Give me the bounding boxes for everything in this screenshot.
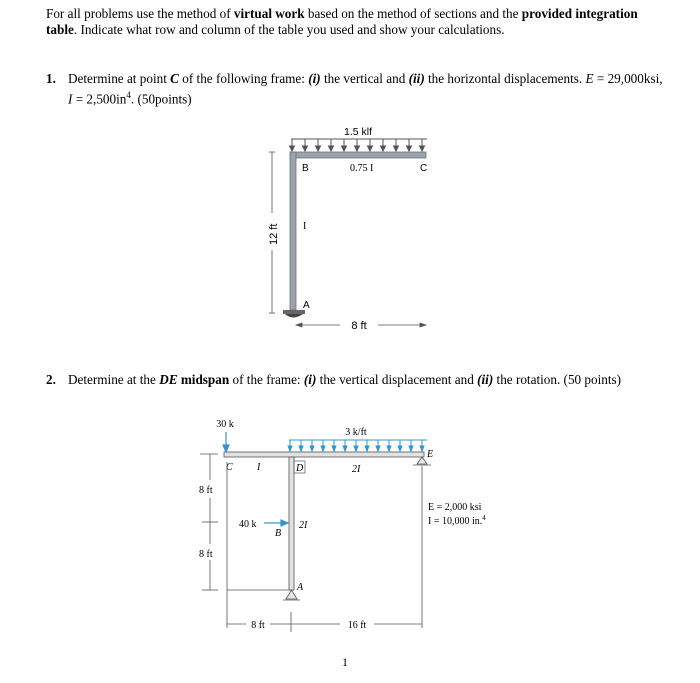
- p1-part-ii: (ii): [408, 71, 425, 86]
- p1-e-value: = 29,000ksi,: [593, 71, 663, 86]
- fig2-dim-w1: 8 ft: [251, 620, 265, 631]
- fig2-left-dimension: [200, 454, 218, 590]
- p2-text-4: the rotation. (50 points): [493, 372, 622, 387]
- intro-bold-table: table: [46, 22, 74, 37]
- fig1-beam-inertia: 0.75 I: [350, 163, 374, 174]
- p1-text-3: the vertical and: [320, 71, 409, 86]
- fig1-node-b: B: [302, 163, 309, 174]
- p1-i-value: = 2,500in: [72, 91, 127, 107]
- p1-e-label: E: [585, 71, 594, 86]
- intro-text-3: . Indicate what row and column of the table you used and show your calculations.: [73, 22, 505, 37]
- problem-2-number: 2.: [46, 372, 56, 387]
- p2-de-label: DE: [159, 372, 178, 387]
- fig2-inertia-column: 2I: [299, 520, 308, 531]
- fig2-i-property-value: I = 10,000 in.: [428, 516, 483, 527]
- page-number: 1: [342, 655, 348, 669]
- intro-bold-integration: provided integration: [521, 6, 638, 21]
- p1-text-2: of the following frame:: [178, 71, 309, 86]
- p1-i-label: I: [68, 91, 73, 107]
- problem-1-number: 1.: [46, 71, 56, 86]
- p2-part-i: (i): [303, 372, 317, 387]
- fig2-i-property: [428, 514, 486, 527]
- intro-bold-virtual-work: virtual work: [233, 6, 305, 21]
- p2-part-ii: (ii): [477, 372, 494, 387]
- fig2-node-e: E: [427, 449, 434, 460]
- fig2-dim-h1: 8 ft: [199, 485, 213, 496]
- fig2-distributed-load: [288, 440, 427, 451]
- fig2-node-a: A: [297, 582, 304, 593]
- fig1-load-label: 1.5 klf: [343, 126, 373, 138]
- fig2-point-load-arrow: [223, 432, 229, 452]
- fig1-node-a: A: [303, 300, 310, 311]
- fig2-node-d: D: [296, 463, 304, 474]
- fig2-inertia-cd: I: [257, 462, 261, 473]
- p1-i-exponent: 4: [126, 90, 131, 100]
- fig2-dim-w2: 16 ft: [347, 620, 367, 631]
- fig2-node-b: B: [275, 528, 282, 539]
- fig2-i-property-exponent: 4: [482, 514, 486, 522]
- p1-text-4: the horizontal displacements.: [424, 71, 586, 86]
- fig1-height-label: 12 ft: [268, 223, 280, 245]
- fig2-beam-cde: [224, 452, 424, 457]
- intro-text-1: For all problems use the method of: [46, 6, 234, 21]
- fig1-node-c: C: [420, 163, 428, 174]
- fig2-side-load-arrow: [264, 520, 288, 526]
- fig2-column-da: [289, 457, 294, 590]
- fig2-e-property: E = 2,000 ksi: [428, 502, 482, 513]
- fig2-point-load-label: 30 k: [216, 419, 234, 430]
- fig2-side-load-label: 40 k: [239, 519, 257, 530]
- p1-point-c: C: [170, 71, 179, 86]
- p1-text-5: . (50points): [130, 91, 192, 107]
- p2-text-2: of the frame:: [229, 372, 304, 387]
- fig2-dist-load-label: 3 k/ft: [345, 427, 367, 438]
- intro-text-2: based on the method of sections and the: [304, 6, 522, 21]
- p2-text-3: the vertical displacement and: [316, 372, 478, 387]
- fig2-dim-h2: 8 ft: [199, 549, 213, 560]
- fig2-inertia-de: 2I: [352, 464, 361, 475]
- fig1-column-inertia: I: [303, 221, 307, 232]
- fig1-span-label: 8 ft: [351, 320, 367, 332]
- p1-text-1: Determine at point: [68, 71, 171, 86]
- fig2-node-c: C: [226, 462, 233, 473]
- p2-text-1: Determine at the: [68, 372, 160, 387]
- p2-midspan: midspan: [177, 372, 230, 387]
- p1-part-i: (i): [308, 71, 321, 86]
